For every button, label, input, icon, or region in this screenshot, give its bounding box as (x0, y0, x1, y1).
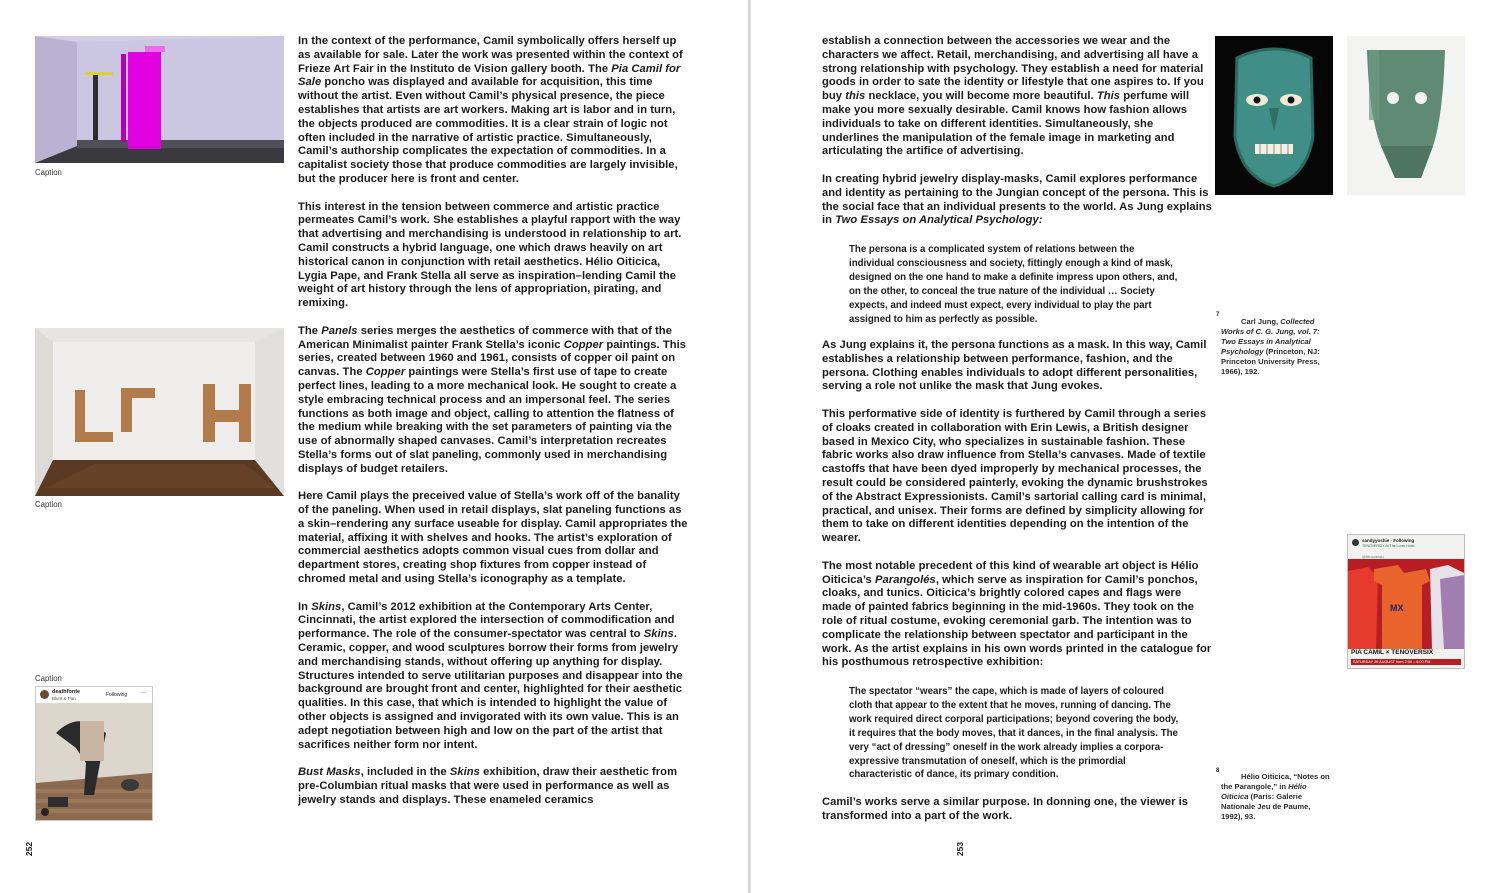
paragraph: In Skins, Camil’s 2012 exhibition at the Contemporary Arts Center, Cincinnati, the artist explored the intersection of commodification and performance. The role of the consumer-spectator was central to Skins. Ceramic, copper, and wood sculptures borrow their forms from jewelry and merchandising stands, without offering up anything for display. Structures intended to serve utilitarian purposes and disappear into the background are brought front and center, highlighted for their aesthetic qualities. In this case, that which is intended to highlight the value of other objects is assigned and invigorated with its own value. This is an adept negotiation between high and low on the part of the artist that sacrifices neither form nor intent. (298, 600, 683, 751)
left-page (0, 0, 748, 893)
footnote-8: Hélio Oiticica, “Notes on the Parangole,” in Hélio Oiticica (Paris: Galerie Nationale Jeu de Paume, 1992), 93. (1221, 772, 1330, 822)
italic-title: Bust Masks (298, 766, 361, 779)
italic-title: Skins (311, 600, 342, 613)
poster-sublabel: TENOVERSIX At The Loom Hotel (1362, 544, 1415, 548)
page-number: 253 (955, 841, 966, 857)
right-body-text-top (822, 35, 1212, 228)
paragraph: This performative side of identity is furthered by Camil through a series of cloaks created in collaboration with Erin Lewis, a British designer based in Mexico City, who specializes in sustainable fashion. These fabric works also draw influence from Stella’s canvases. Made of textile castoffs that have been dyed improperly by mechanical processes, the result could be considered painterly, evoking the dynamic brushstrokes of the Abstract Expressionists. Camil’s sartorial calling card is minimal, practical, and unisex. Their forms are defined by simplicity allowing for them to take on different identities depending on the intention of the wearer. (822, 407, 1208, 545)
paragraph: In the context of the performance, Camil symbolically offers herself up as available for sale. Later the work was presented within the context of Frieze Art Fair in the Instituto de Vision gallery booth. The Pia Camil for Sale poncho was displayed and available for acquisition, this time without the artist. Even without Camil’s physical presence, the piece establishes that artists are art workers. Making art is labor and in turn, the objects produced are commodities. It is a clear strain of logic not often included in the narrative of artistic practice. Simultaneously, Camil’s authorship complicates the expectation of commodities. In a capitalist society those that produce commodities are largely invisible, but the producer here is front and center. (298, 35, 683, 185)
poster-handle: @tenoversix (1362, 554, 1385, 559)
paragraph: Camil’s works serve a similar purpose. In donning one, the viewer is transformed into a part of the work. (822, 796, 1189, 822)
poster-subtitle: SATURDAY 26 AUGUST from 2:00 – 6:00 PM (1351, 659, 1461, 665)
italic-title: this (845, 90, 866, 103)
italic-title: Two Essays on Analytical Psychology: (835, 214, 1043, 227)
insta-sublabel: Blunt & Pan (52, 696, 76, 701)
copper-panels-image (35, 328, 284, 496)
right-body-text-end (822, 796, 1212, 824)
image-caption: Caption (35, 168, 62, 177)
italic-title: Skins (449, 766, 480, 779)
shirts-photo (1348, 559, 1464, 649)
right-page (751, 0, 1500, 893)
gallery-render-graphic (35, 36, 284, 163)
insta-username: deathfonte (52, 689, 81, 695)
shirt-print: MX (1390, 603, 1404, 613)
paragraph: The most notable precedent of this kind of wearable art object is Hélio Oiticica’s Parangolés, which serve as inspiration for Camil’s ponchos, cloaks, and tunics. Oiticica’s brightly colored capes and flags were made of painted fabrics beginning in the mid-1960s. They took on the role of ritual costume, evoking ceremonial garb. The intention was to complicate the relationship between spectator and participant in the work. As the artist explains in his own words printed in the catalogue for his posthumous retrospective exhibition: (822, 559, 1212, 669)
right-body-text-mid (822, 339, 1212, 670)
image-caption: Caption (35, 500, 62, 509)
turquoise-mask-image (1215, 36, 1333, 195)
paragraph: Here Camil plays the preceived value of Stella’s work off of the banality of the paneling. When used in retail displays, slat paneling functions as a skin–rendering any surface useable for display. Camil appropriates the material, affixing it with shelves and hooks. The artist’s exploration of commercial aesthetics adopts common visual cues from dollar and department stores, creating shop fixtures from copper instead of chromed metal and using Stella’s iconography as a template. (298, 490, 688, 586)
copper-panels-graphic (35, 328, 284, 496)
italic-title: Copper (365, 366, 406, 379)
follow-status: Following (106, 692, 128, 698)
paragraph: In creating hybrid jewelry display-masks, Camil explores performance and identity as pertaining to the Jungian concept of the persona. This is the social face that an individual presents to the world. As Jung explains in Two Essays on Analytical Psychology: (822, 172, 1212, 227)
instagram-post-image (35, 686, 153, 821)
paragraph: Bust Masks, included in the Skins exhibition, draw their aesthetic from pre-Columbian ritual masks that were used in performance as well as jewelry stands and displays. These enameled ceramics (298, 766, 678, 806)
avatar (1352, 539, 1359, 546)
footnote-number: 7 (1216, 312, 1220, 318)
page-number: 252 (24, 841, 35, 857)
footnote-7: Carl Jung, Collected Works of C. G. Jung, vol. 7: Two Essays in Analytical Psychology (Princeton, NJ: Princeton University Press, 1966), 192. (1221, 317, 1320, 377)
italic-title: Hélio Oiticica (1221, 782, 1307, 802)
instagram-poster-image (1347, 534, 1465, 669)
poster-title: PIA CAMIL × TENOVERSIX (1351, 649, 1434, 656)
image-caption: Caption (35, 674, 62, 683)
paragraph: The Panels series merges the aesthetics of commerce with that of the American Minimalist painter Frank Stella’s iconic Copper paintings. This series, created between 1960 and 1961, consists of copper oil paint on canvas. The Copper paintings were Stella’s first use of tape to create perfect lines, leading to a more mechanical look. He sought to create a style embracing technical process and an impersonal feel. The series functions as both image and object, calling to attention the flatness of the medium while breaking with the set parameters of painting via the use of abnormally shaped canvases. Camil’s interpretation recreates Stella’s forms out of slat paneling, commonly used in merchandising displays of budget retailers. (298, 324, 687, 475)
italic-title: Panels (321, 324, 358, 337)
italic-title: This (1096, 90, 1121, 103)
left-body-text (298, 35, 690, 808)
paragraph: As Jung explains it, the persona functions as a mask. In this way, Camil establishes a relationship between performance, fashion, and the persona. Clothing enables individuals to adopt different personalities, serving a role not unlike the mask that Jung evokes. (822, 339, 1207, 393)
mask-graphic (1215, 36, 1333, 195)
insta-photo (36, 703, 152, 820)
block-quote-jung: The persona is a complicated system of relations between the individual consciousness and society, fittingly enough a kind of mask, designed on the one hand to make a definite impress upon others, and, on the other, to conceal the true nature of the individual … Society expects, and indeed must expect, every individual to play the part assigned to him as perfectly as possible. (849, 244, 1178, 325)
paragraph: This interest in the tension between commerce and artistic practice permeates Camil’s work. She establishes a playful rapport with the way that advertising and merchandising is understood in relationship to art. Camil constructs a hybrid language, one which draws heavily on art historical canon in conjunction with retail aesthetics. Hélio Oiticica, Lygia Pape, and Frank Stella all serve as inspiration–lending Camil the weight of art history through the lens of appropriation, pirating, and remixing. (298, 200, 682, 310)
italic-title: Pia Camil for Sale (298, 62, 681, 89)
italic-title: Collected Works of C. G. Jung, vol. 7: Two Essays in Analytical Psychology (1221, 317, 1320, 357)
paragraph: establish a connection between the accessories we wear and the characters we affect. Retail, merchandising, and advertising all have a strong relationship with psychology. They establish a need for material goods in order to sate the identity or lifestyle that one aspires to. If you buy this necklace, you will become more beautiful. This perfume will make you more sexually desirable. Camil knows how fashion allows individuals to take on different identities. Simultaneously, she underlines the manipulation of the female image in marketing and articulating the artifice of advertising. (822, 35, 1204, 158)
italic-title: Copper (563, 338, 604, 351)
block-quote-oiticica: The spectator “wears” the cape, which is made of layers of coloured cloth that appear to the extent that he moves, running of dancing. The work required direct corporal participations; beyond covering the body, it requires that the body moves, that it dances, in the final analysis. The very “act of dressing” oneself in the work already implies a corpora-expressive transmutation of oneself, which is the primordial characteristic of dance, its primary condition. (849, 686, 1179, 781)
poster-username: sandyyoshie · Following (1362, 538, 1415, 543)
avatar (40, 690, 49, 699)
more-options-icon: ··· (140, 690, 146, 696)
gallery-render-image (35, 36, 284, 163)
italic-title: Skins (643, 628, 674, 641)
jade-mask-graphic (1347, 36, 1465, 195)
italic-title: Parangolés (875, 573, 936, 586)
footnote-number: 8 (1216, 768, 1220, 774)
jade-mask-image (1347, 36, 1465, 195)
